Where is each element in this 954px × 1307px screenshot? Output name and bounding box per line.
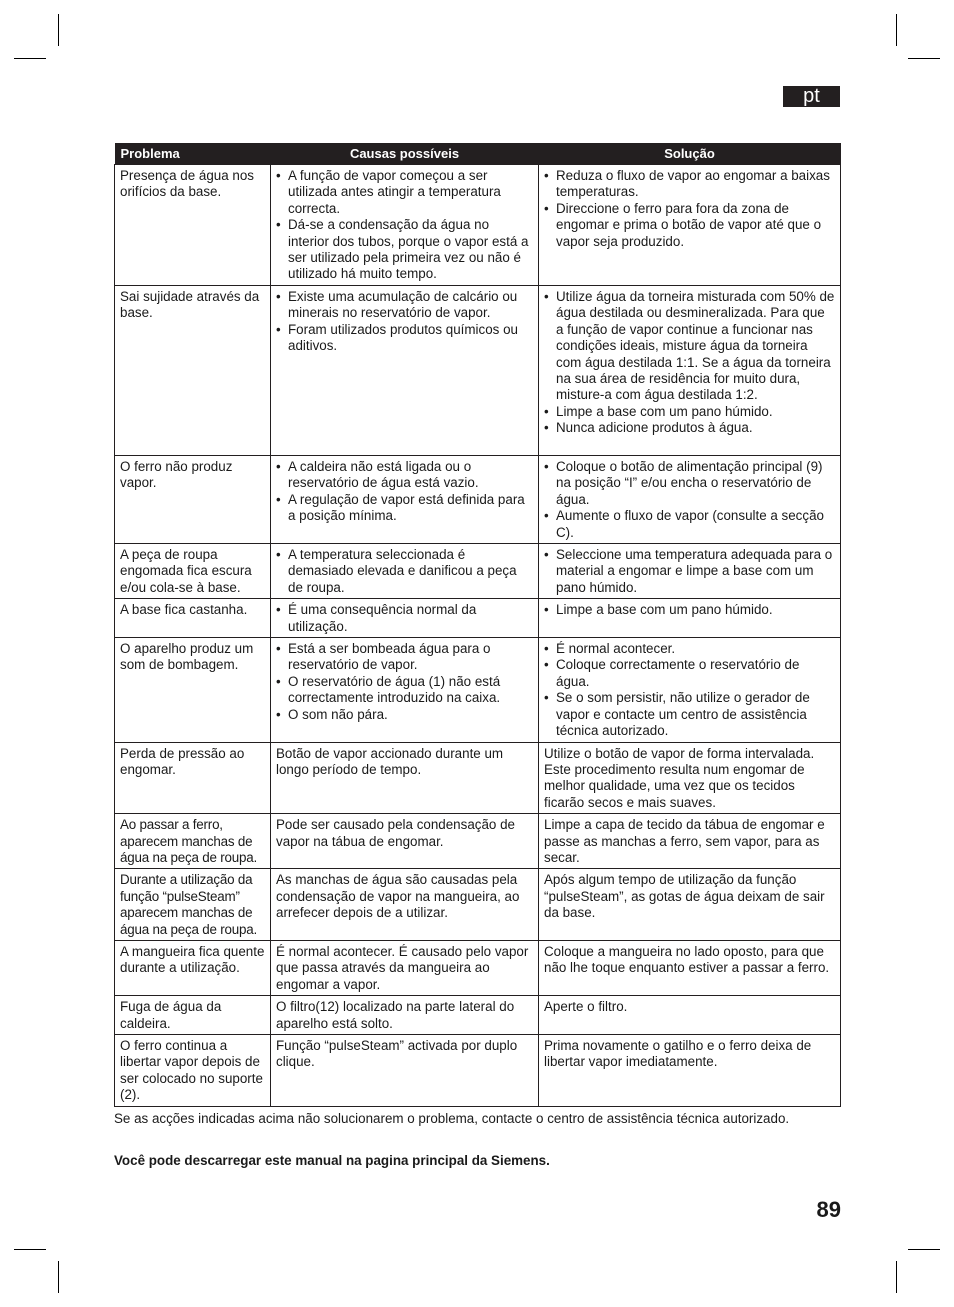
- solution-item: • Aumente o fluxo de vapor (consulte a secção C).: [544, 508, 835, 541]
- solution-item: • Nunca adicione produtos à água.: [544, 420, 835, 436]
- table-row: [115, 814, 841, 869]
- solution-cell: Utilize o botão de vapor de forma intervalada. Este procedimento resulta num engomar de melhor qualidade, uma vez que os tecidos ficarão secos e mais suaves.: [539, 742, 841, 814]
- causes-cell: [271, 638, 539, 742]
- table-header-row: [115, 143, 841, 165]
- troubleshooting-table: [114, 143, 841, 1107]
- solution-item: • Reduza o fluxo de vapor ao engomar a baixas temperaturas.: [544, 168, 835, 201]
- table-row: [115, 286, 841, 456]
- cause-item: • Existe uma acumulação de calcário ou minerais no reservatório de vapor.: [276, 289, 533, 322]
- crop-mark: [908, 1249, 940, 1250]
- language-badge: pt: [783, 86, 840, 107]
- causes-cell: É normal acontecer. É causado pelo vapor que passa através da mangueira ao engomar a vapor.: [271, 940, 539, 995]
- solution-cell: [539, 638, 841, 742]
- solution-item: • Se o som persistir, não utilize o gerador de vapor e contacte um centro de assistência técnica autorizado.: [544, 690, 835, 739]
- table-row: [115, 456, 841, 544]
- solution-cell: [539, 456, 841, 544]
- solution-item: • Limpe a base com um pano húmido.: [544, 602, 835, 618]
- table-row: [115, 742, 841, 814]
- cause-item: • O som não pára.: [276, 707, 533, 723]
- cause-item: • É uma consequência normal da utilização.: [276, 602, 533, 635]
- problem-cell: Fuga de água da caldeira.: [115, 996, 271, 1035]
- causes-cell: Função “pulseSteam” activada por duplo clique.: [271, 1035, 539, 1107]
- problem-cell: O aparelho produz um som de bombagem.: [115, 638, 271, 742]
- causes-cell: O filtro(12) localizado na parte lateral do aparelho está solto.: [271, 996, 539, 1035]
- problem-cell: O ferro continua a libertar vapor depois de ser colocado no suporte (2).: [115, 1035, 271, 1107]
- problem-cell: A mangueira fica quente durante a utilização.: [115, 940, 271, 995]
- solution-cell: [539, 544, 841, 599]
- solution-item: • Coloque correctamente o reservatório de água.: [544, 657, 835, 690]
- problem-cell: A peça de roupa engomada fica escura e/ou cola-se à base.: [115, 544, 271, 599]
- cause-item: • A caldeira não está ligada ou o reservatório de água está vazio.: [276, 459, 533, 492]
- solution-item: • Utilize água da torneira misturada com 50% de água destilada ou desmineralizada. Para que a função de vapor continue a funcionar nas condições ideais, misture água da torneira com água destilada 1:1. Se a água da torneira na sua área de residência for muito dura, misture-a com água destilada 1:2.: [544, 289, 835, 404]
- crop-mark: [14, 1249, 46, 1250]
- problem-cell: Durante a utilização da função “pulseSteam” aparecem manchas de água na peça de roupa.: [115, 869, 271, 941]
- cause-item: • Dá-se a condensação da água no interior dos tubos, porque o vapor está a ser utilizado pela primeira vez ou não é utilizado há muito tempo.: [276, 217, 533, 283]
- solution-item: • Coloque o botão de alimentação principal (9) na posição “I” e/ou encha o reservatório de água.: [544, 459, 835, 508]
- problem-cell: Sai sujidade através da base.: [115, 286, 271, 456]
- cause-item: • Está a ser bombeada água para o reservatório de vapor.: [276, 641, 533, 674]
- solution-cell: [539, 286, 841, 456]
- solution-cell: Prima novamente o gatilho e o ferro deixa de libertar vapor imediatamente.: [539, 1035, 841, 1107]
- cause-item: • O reservatório de água (1) não está correctamente introduzido na caixa.: [276, 674, 533, 707]
- causes-cell: [271, 286, 539, 456]
- causes-cell: As manchas de água são causadas pela condensação de vapor na mangueira, ao arrefecer depois de a utilizar.: [271, 869, 539, 941]
- cause-item: • A função de vapor começou a ser utilizada antes atingir a temperatura correcta.: [276, 168, 533, 217]
- solution-item: • Direccione o ferro para fora da zona de engomar e prima o botão de vapor até que o vapor seja produzido.: [544, 201, 835, 250]
- solution-cell: Limpe a capa de tecido da tábua de engomar e passe as manchas a ferro, sem vapor, para as secar.: [539, 814, 841, 869]
- crop-mark: [896, 14, 897, 46]
- table-row: [115, 996, 841, 1035]
- table-row: [115, 544, 841, 599]
- column-header-solution: Solução: [539, 143, 841, 165]
- download-note: Você pode descarregar este manual na pagina principal da Siemens.: [114, 1153, 550, 1168]
- cause-item: • A regulação de vapor está definida para a posição mínima.: [276, 492, 533, 525]
- table-row: [115, 1035, 841, 1107]
- page-number: 89: [816, 1197, 841, 1222]
- table-row: [115, 165, 841, 286]
- crop-mark: [896, 1261, 897, 1293]
- causes-cell: [271, 599, 539, 638]
- column-header-causes: Causas possíveis: [271, 143, 539, 165]
- causes-cell: [271, 544, 539, 599]
- solution-cell: Após algum tempo de utilização da função “pulseSteam”, as gotas de água deixam de sair da base.: [539, 869, 841, 941]
- problem-cell: Perda de pressão ao engomar.: [115, 742, 271, 814]
- solution-cell: Coloque a mangueira no lado oposto, para que não lhe toque enquanto estiver a passar a ferro.: [539, 940, 841, 995]
- table-row: [115, 638, 841, 742]
- footnote-text: Se as acções indicadas acima não solucionarem o problema, contacte o centro de assistência técnica autorizado.: [114, 1111, 790, 1126]
- solution-item: • Seleccione uma temperatura adequada para o material a engomar e limpe a base com um pano húmido.: [544, 547, 835, 596]
- causes-cell: [271, 456, 539, 544]
- problem-cell: A base fica castanha.: [115, 599, 271, 638]
- column-header-problem: Problema: [115, 143, 271, 165]
- problem-cell: O ferro não produz vapor.: [115, 456, 271, 544]
- cause-item: • A temperatura seleccionada é demasiado elevada e danificou a peça de roupa.: [276, 547, 533, 596]
- solution-cell: [539, 165, 841, 286]
- causes-cell: Pode ser causado pela condensação de vapor na tábua de engomar.: [271, 814, 539, 869]
- crop-mark: [58, 14, 59, 46]
- table-row: [115, 599, 841, 638]
- causes-cell: Botão de vapor accionado durante um longo período de tempo.: [271, 742, 539, 814]
- causes-cell: [271, 165, 539, 286]
- crop-mark: [14, 58, 46, 59]
- crop-mark: [908, 58, 940, 59]
- solution-item: • Limpe a base com um pano húmido.: [544, 404, 835, 420]
- problem-cell: Ao passar a ferro, aparecem manchas de água na peça de roupa.: [115, 814, 271, 869]
- crop-mark: [58, 1261, 59, 1293]
- table-row: [115, 940, 841, 995]
- solution-cell: Aperte o filtro.: [539, 996, 841, 1035]
- cause-item: • Foram utilizados produtos químicos ou aditivos.: [276, 322, 533, 355]
- problem-cell: Presença de água nos orifícios da base.: [115, 165, 271, 286]
- table-row: [115, 869, 841, 941]
- solution-cell: [539, 599, 841, 638]
- solution-item: • É normal acontecer.: [544, 641, 835, 657]
